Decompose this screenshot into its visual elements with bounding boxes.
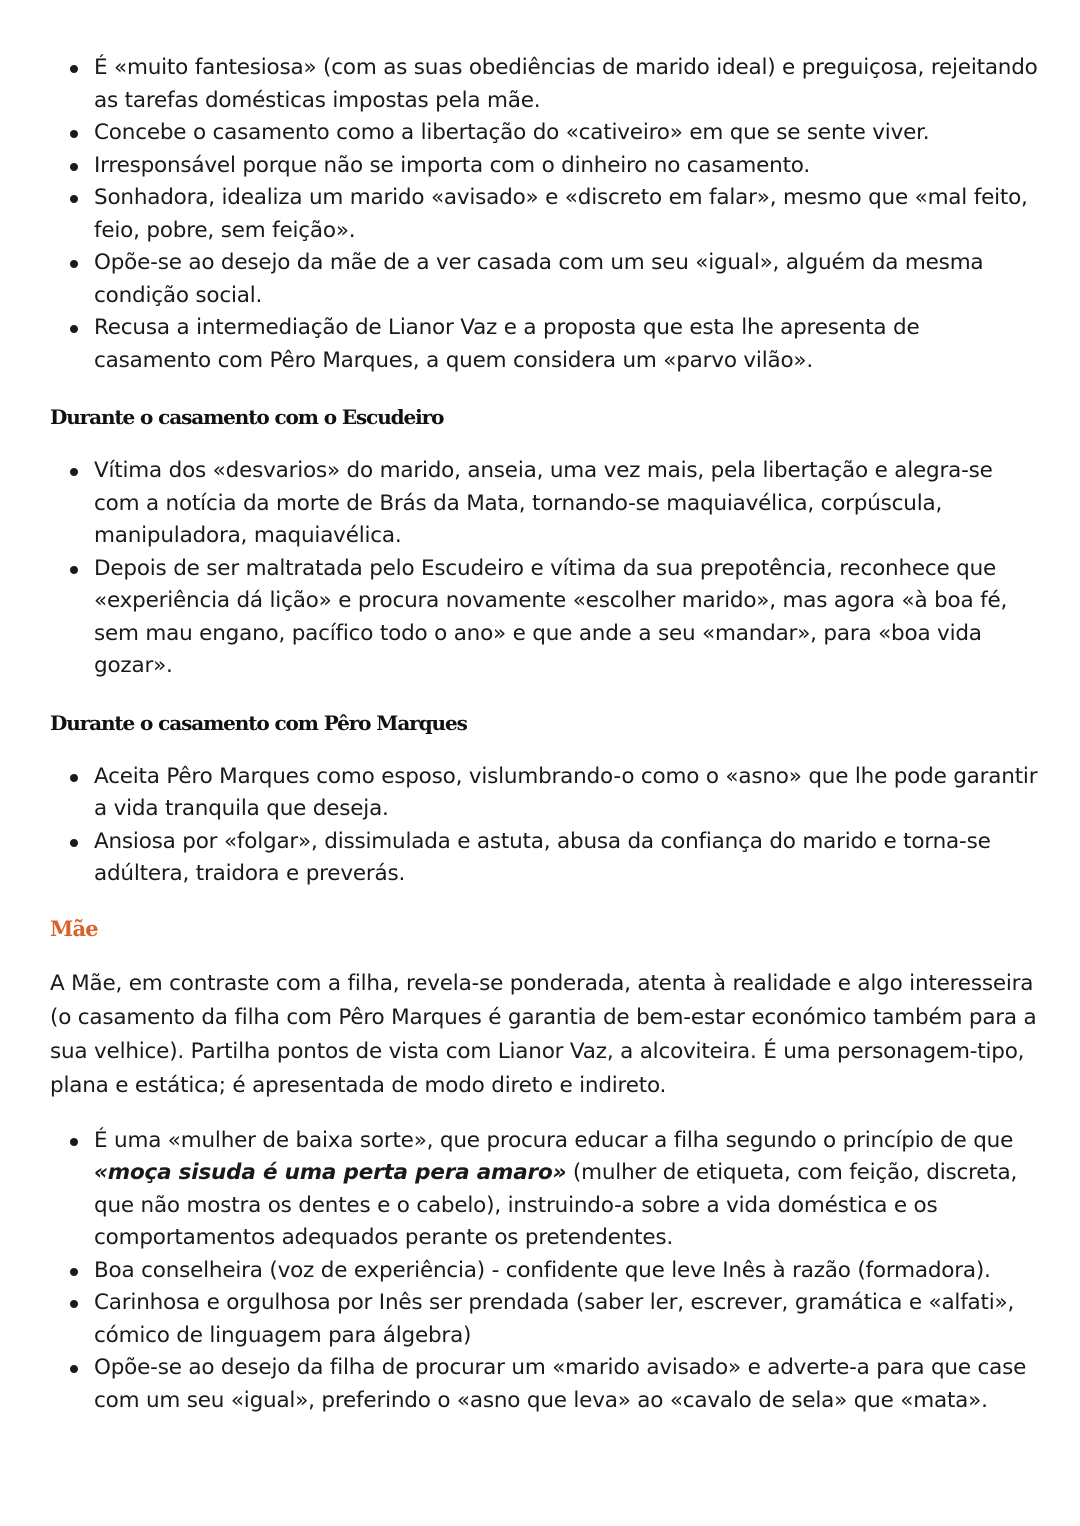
list-item-text: É uma «mulher de baixa sorte», que procura educar a filha segundo o princípio de que bbox=[94, 1127, 1014, 1153]
list-item bbox=[50, 1255, 1040, 1288]
bullet-icon bbox=[70, 468, 78, 476]
list-item-text: Carinhosa e orgulhosa por Inês ser prendada (saber ler, escrever, gramática e «alfati», cómico de linguagem para álgebra) bbox=[94, 1290, 1015, 1348]
list-item-text: Vítima dos «desvarios» do marido, anseia, uma vez mais, pela libertação e alegra-se com a notícia da morte de Brás da Mata, tornando-se maquiavélica, corpúscula, manipuladora, maquiavélica. bbox=[94, 458, 993, 548]
list-item-text: É «muito fantesiosa» (com as suas obediências de marido ideal) e preguiçosa, rejeitando as tarefas domésticas impostas pela mãe. bbox=[94, 55, 1038, 113]
bullet-icon bbox=[70, 195, 78, 203]
bullet-icon bbox=[70, 1268, 78, 1276]
bullet-icon bbox=[70, 130, 78, 138]
list-item bbox=[50, 553, 1040, 683]
section-heading-pero-marques: Durante o casamento com Pêro Marques bbox=[50, 710, 467, 735]
list-item bbox=[50, 761, 1040, 826]
bullet-icon bbox=[70, 65, 78, 73]
list-item-text: Opõe-se ao desejo da mãe de a ver casada com um seu «igual», alguém da mesma condição social. bbox=[94, 250, 984, 308]
list-item bbox=[50, 182, 1040, 247]
mae-intro-paragraph: A Mãe, em contraste com a filha, revela-se ponderada, atenta à realidade e algo interesseira (o casamento da filha com Pêro Marques é garantia de bem-estar económico também para a sua velhice). Partilha pontos de vista com Lianor Vaz, a alcoviteira. É uma personagem-tipo, plana e estática; é apresentada de modo direto e indireto. bbox=[50, 970, 1037, 1098]
list-item bbox=[50, 1125, 1040, 1255]
list-item bbox=[50, 826, 1040, 891]
ines-traits-list bbox=[50, 52, 1040, 377]
section-heading-escudeiro: Durante o casamento com o Escudeiro bbox=[50, 405, 444, 429]
list-item-text: Depois de ser maltratada pelo Escudeiro e vítima da sua prepotência, reconhece que «experiência dá lição» e procura novamente «escolher marido», mas agora «à boa fé, sem mau engano, pacífico todo o ano» e que ande a seu «mandar», para «boa vida gozar». bbox=[94, 555, 1008, 678]
list-item bbox=[50, 150, 1040, 183]
bullet-icon bbox=[70, 260, 78, 268]
bullet-icon bbox=[70, 839, 78, 847]
bullet-icon bbox=[70, 774, 78, 782]
list-item-text: Boa conselheira (voz de experiência) - confidente que leve Inês à razão (formadora). bbox=[94, 1257, 991, 1283]
list-item-text: Recusa a intermediação de Lianor Vaz e a proposta que esta lhe apresenta de casamento com Pêro Marques, a quem considera um «parvo vilão». bbox=[94, 315, 920, 373]
bullet-icon bbox=[70, 566, 78, 574]
list-item-text: Irresponsável porque não se importa com o dinheiro no casamento. bbox=[94, 152, 811, 178]
bullet-icon bbox=[70, 1138, 78, 1146]
list-item bbox=[50, 455, 1040, 553]
document-page bbox=[50, 50, 1040, 1417]
list-item-text: Ansiosa por «folgar», dissimulada e astuta, abusa da confiança do marido e torna-se adúltera, traidora e preverás. bbox=[94, 828, 991, 886]
section-title-mae: Mãe bbox=[50, 915, 98, 941]
list-item bbox=[50, 247, 1040, 312]
bullet-icon bbox=[70, 325, 78, 333]
list-item-text: Aceita Pêro Marques como esposo, vislumbrando-o como o «asno» que lhe pode garantir a vida tranquila que deseja. bbox=[94, 763, 1038, 821]
bullet-icon bbox=[70, 163, 78, 171]
list-item-text: Sonhadora, idealiza um marido «avisado» e «discreto em falar», mesmo que «mal feito, feio, pobre, sem feição». bbox=[94, 185, 1028, 243]
emphasized-quote: «moça sisuda é uma perta pera amaro» bbox=[94, 1160, 567, 1185]
list-item bbox=[50, 1352, 1040, 1417]
list-item-text: Opõe-se ao desejo da filha de procurar um «marido avisado» e adverte-a para que case com um seu «igual», preferindo o «asno que leva» ao «cavalo de sela» que «mata». bbox=[94, 1355, 1027, 1413]
list-item bbox=[50, 1287, 1040, 1352]
bullet-icon bbox=[70, 1300, 78, 1308]
list-item bbox=[50, 117, 1040, 150]
list-item-text: Concebe o casamento como a libertação do «cativeiro» em que se sente viver. bbox=[94, 120, 930, 145]
mae-traits-list bbox=[50, 1125, 1040, 1418]
pero-marques-traits-list bbox=[50, 761, 1040, 891]
list-item bbox=[50, 312, 1040, 377]
escudeiro-traits-list bbox=[50, 455, 1040, 683]
list-item-text: (mulher de etiqueta, com feição, discreta, que não mostra os dentes e o cabelo), instruindo-a sobre a vida doméstica e os comportamentos adequados perante os pretendentes. bbox=[94, 1160, 1018, 1250]
bullet-icon bbox=[70, 1365, 78, 1373]
list-item bbox=[50, 52, 1040, 117]
